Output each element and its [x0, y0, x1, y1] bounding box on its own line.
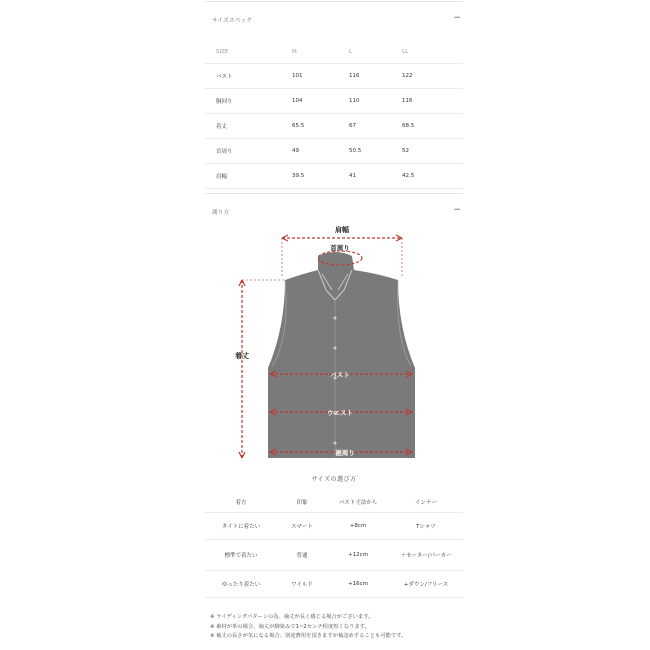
- collapse-icon[interactable]: −: [453, 13, 461, 23]
- label-waist: ウエスト: [327, 409, 353, 417]
- col-header-inner: インナー: [389, 492, 463, 513]
- table-row: [205, 114, 463, 139]
- cell-value: 116: [349, 64, 402, 89]
- measure-title: 測り方: [212, 210, 230, 216]
- table-row: [205, 164, 463, 189]
- col-header-impression: 印象: [277, 492, 327, 513]
- col-header-ll: LL: [402, 41, 463, 64]
- cell-value: 標準で着たい: [205, 540, 277, 571]
- cell-value: +12cm: [327, 540, 389, 571]
- cell-value: 110: [349, 89, 402, 114]
- row-label: 肩幅: [205, 164, 292, 189]
- label-length: 着丈: [235, 352, 249, 360]
- cell-value: 41: [349, 164, 402, 189]
- top-divider: [205, 1, 463, 2]
- cell-value: 116: [402, 89, 463, 114]
- size-spec-header[interactable]: [205, 13, 463, 30]
- table-row: [205, 513, 463, 540]
- col-header-size: SIZE: [205, 41, 292, 64]
- note-line: ※ ライディングパターンの為、袖丈が長く感じる場合がございます。: [210, 614, 374, 620]
- choose-size-table: [205, 492, 463, 598]
- table-row: [205, 89, 463, 114]
- table-header-row: [205, 41, 463, 64]
- table-row: [205, 540, 463, 571]
- section-divider: [205, 193, 463, 194]
- label-shoulder: 肩幅: [335, 226, 349, 234]
- measurement-diagram: [230, 218, 440, 466]
- cell-value: スマート: [277, 513, 327, 540]
- table-row: [205, 64, 463, 89]
- note-line: ※ 素材が革の場合、袖丈が馴染みで1~2センチ程度短くなります。: [210, 623, 370, 630]
- table-header-row: [205, 492, 463, 513]
- table-row: [205, 571, 463, 598]
- label-bust: バスト: [330, 371, 350, 379]
- col-header-style: 着方: [205, 492, 277, 513]
- cell-value: 50.5: [349, 139, 402, 164]
- label-neck: 首周り: [330, 244, 350, 252]
- col-header-l: L: [349, 41, 402, 64]
- notes: [210, 613, 406, 642]
- collapse-icon[interactable]: −: [453, 205, 461, 215]
- cell-value: 普通: [277, 540, 327, 571]
- choose-size-title: サイズの選び方: [311, 476, 357, 483]
- size-spec-table: [205, 41, 463, 189]
- cell-value: +8cm: [327, 513, 389, 540]
- col-header-bust: バスト寸法から: [327, 492, 389, 513]
- cell-value: 104: [292, 89, 349, 114]
- cell-value: Tシャツ: [389, 513, 463, 540]
- cell-value: 101: [292, 64, 349, 89]
- cell-value: +ダウン/フリース: [389, 571, 463, 598]
- col-header-m: M: [292, 41, 349, 64]
- size-spec-title: サイズスペック: [212, 18, 253, 24]
- cell-value: 42.5: [402, 164, 463, 189]
- row-label: 首周り: [205, 139, 292, 164]
- cell-value: 65.5: [292, 114, 349, 139]
- cell-value: 68.5: [402, 114, 463, 139]
- vest-illustration: [268, 252, 415, 458]
- note-line: ※ 袖丈の長さが気になる場合、別途費用を頂きますが袖詰めすることも可能です。: [210, 633, 407, 639]
- row-label: バスト: [205, 64, 292, 89]
- row-label: 着丈: [205, 114, 292, 139]
- cell-value: 52: [402, 139, 463, 164]
- row-label: 胴回り: [205, 89, 292, 114]
- cell-value: タイトに着たい: [205, 513, 277, 540]
- label-hem: 裾周り: [335, 449, 355, 457]
- cell-value: 122: [402, 64, 463, 89]
- cell-value: 49: [292, 139, 349, 164]
- cell-value: 67: [349, 114, 402, 139]
- cell-value: +16cm: [327, 571, 389, 598]
- cell-value: ゆったり着たい: [205, 571, 277, 598]
- cell-value: 39.5: [292, 164, 349, 189]
- table-row: [205, 139, 463, 164]
- cell-value: ＋セーター/パーカー: [389, 540, 463, 571]
- cell-value: ワイルド: [277, 571, 327, 598]
